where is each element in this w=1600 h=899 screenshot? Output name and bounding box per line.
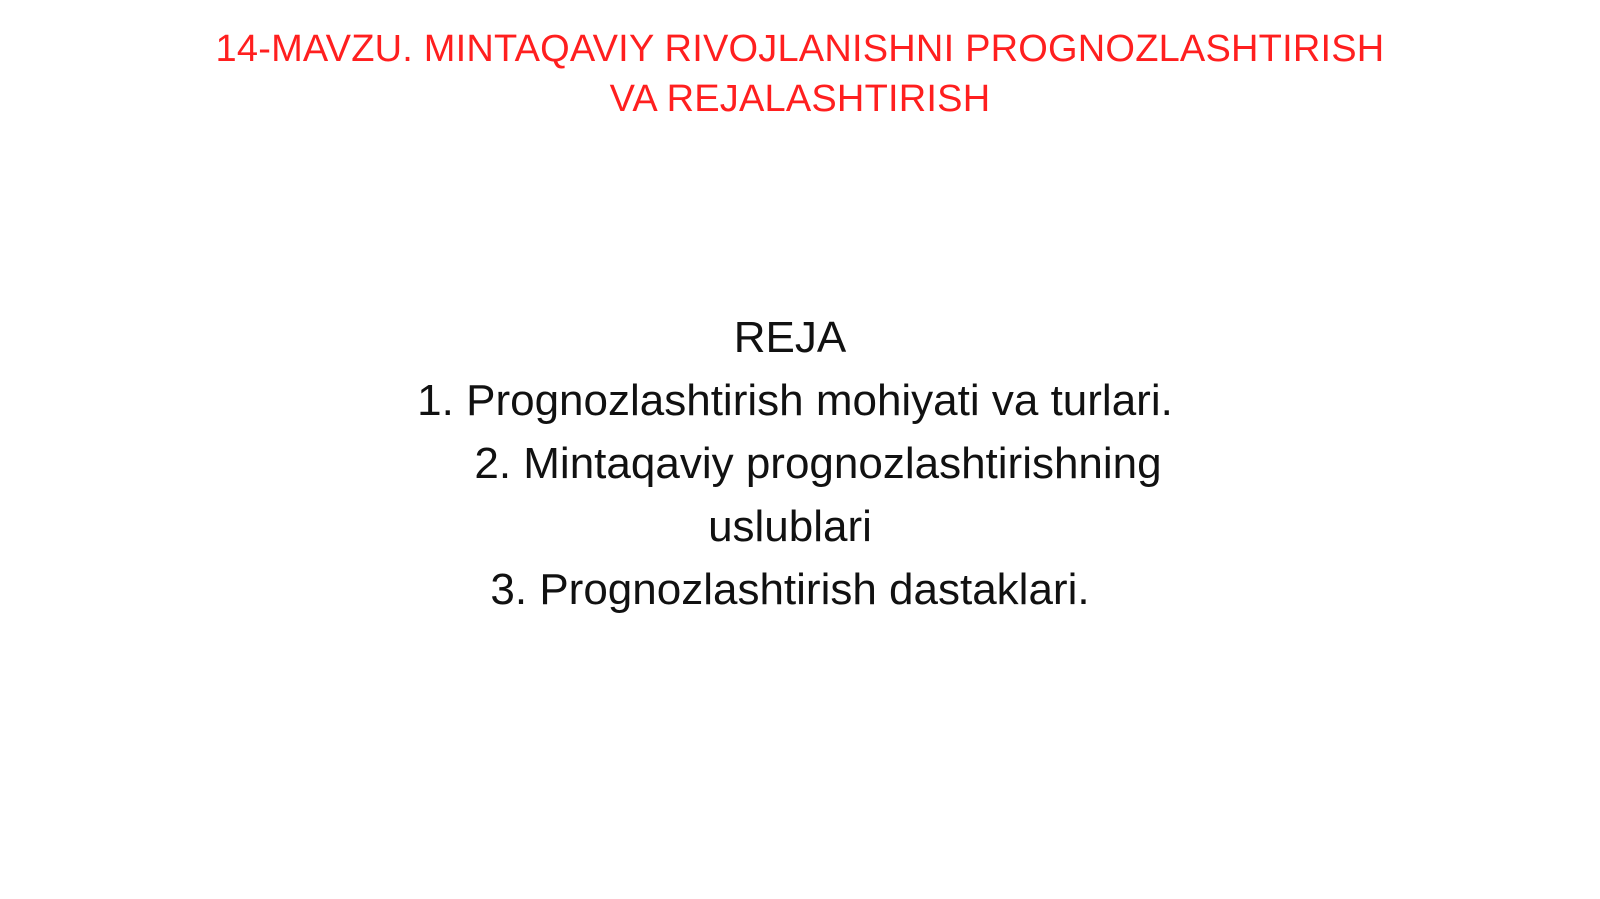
slide-title-line-1: 14-MAVZU. MINTAQAVIY RIVOJLANISHNI PROGNOZLASHTIRISH: [215, 28, 1385, 70]
plan-item-1: 1. Prognozlashtirish mohiyati va turlari.: [417, 376, 1173, 425]
slide-title-line-2: VA REJALASHTIRISH: [609, 78, 991, 120]
plan-item-2-continuation: uslublari: [708, 502, 872, 551]
plan-item-2: 2. Mintaqaviy prognozlashtirishning: [474, 439, 1162, 488]
slide-title: [180, 24, 1420, 124]
plan-item-3: 3. Prognozlashtirish dastaklari.: [490, 565, 1090, 614]
plan-heading: REJA: [733, 313, 847, 362]
plan-section: [300, 306, 1280, 621]
